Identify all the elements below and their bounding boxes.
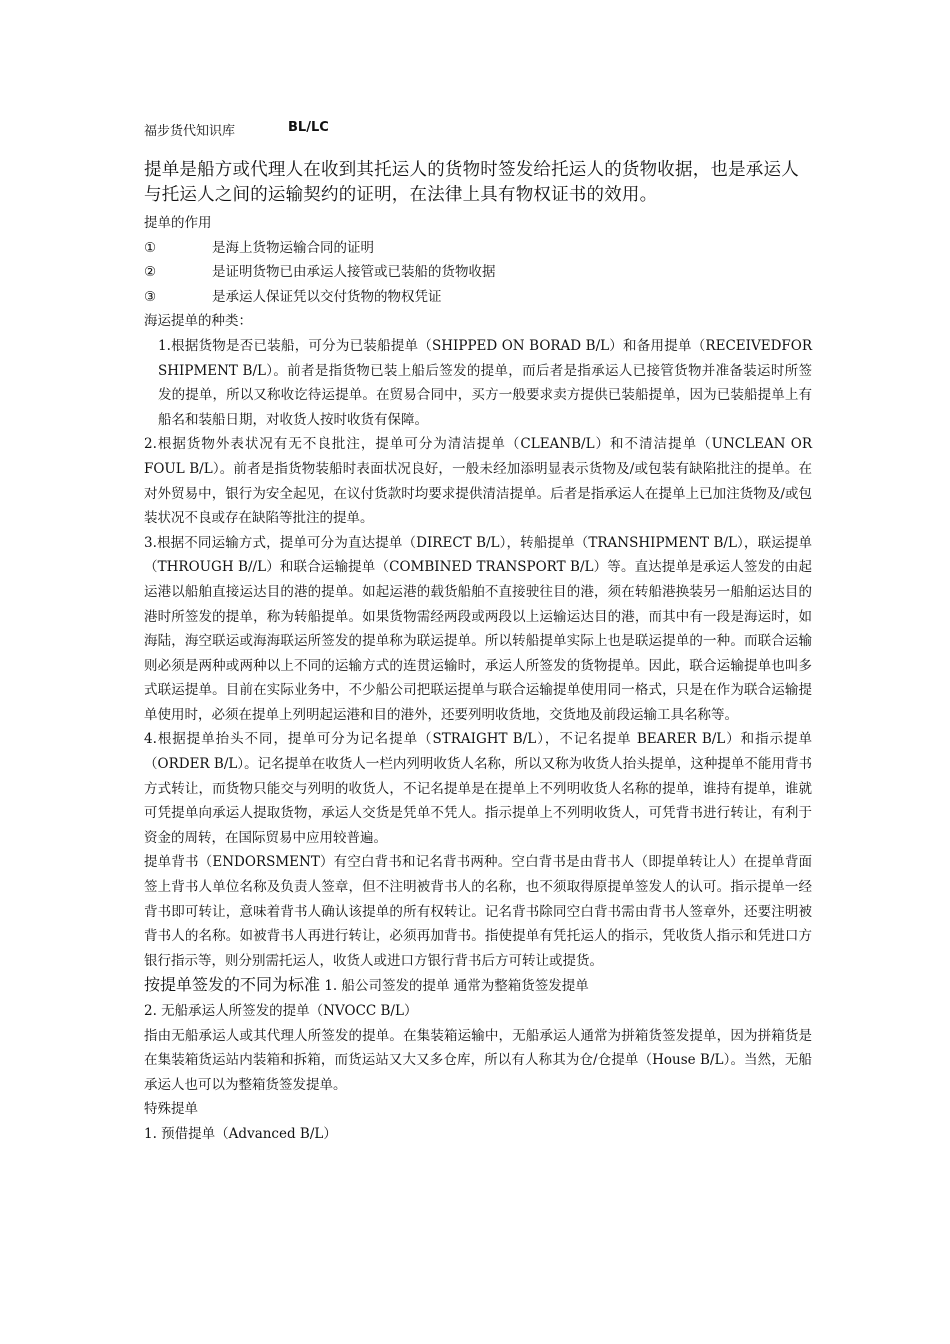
- page-header: [144, 120, 329, 139]
- function-item-2: [144, 260, 812, 285]
- function-text: 是承运人保证凭以交付货物的物权凭证: [212, 288, 442, 305]
- issuance-item-2: 2. 无船承运人所签发的提单（NVOCC B/L）: [144, 1003, 418, 1019]
- library-name: 福步货代知识库: [144, 124, 236, 139]
- issuance-heading-row: [144, 973, 812, 999]
- functions-title: 提单的作用: [144, 215, 212, 231]
- function-text: 是海上货物运输合同的证明: [212, 239, 374, 256]
- function-marker: ②: [144, 264, 157, 281]
- function-item-3: [144, 285, 812, 310]
- types-paragraph-1: 1.根据货物是否已装船，可分为已装船提单（SHIPPED ON BORAD B/L）和备用提单（RECEIVEDFOR SHIPMENT B/L）。前者是指货物已装上船后签发的提单，而后者是指承运人已接管货物并准备装运时所签发的提单，所以又称收讫待运提单。在贸易合同中，买方一般要求卖方提供已装船提单，因为已装船提单上有船名和装船日期，对收货人按时收货有保障。: [158, 337, 812, 428]
- function-marker: ③: [144, 288, 157, 305]
- special-item-1: 1. 预借提单（Advanced B/L）: [144, 1125, 337, 1142]
- special-title: 特殊提单: [144, 1101, 198, 1118]
- types-paragraph-2: 2.根据货物外表状况有无不良批注，提单可分为清洁提单（CLEANB/L）和不清洁提单（UNCLEAN OR FOUL B/L）。前者是指货物装船时表面状况良好，一般未经加添明显表示货物及/或包装有缺陷批注的提单。在对外贸易中，银行为安全起见，在议付货款时均要求提供清洁提单。后者是指承运人在提单上已加注货物及/或包装状况不良或存在缺陷等批注的提单。: [144, 436, 812, 527]
- function-text: 是证明货物已由承运人接管或已装船的货物收据: [212, 264, 496, 281]
- types-paragraph-5: 提单背书（ENDORSMENT）有空白背书和记名背书两种。空白背书是由背书人（即提单转让人）在提单背面签上背书人单位名称及负责人签章，但不注明被背书人的名称，也不须取得原提单签发人的认可。指示提单一经背书即可转让，意味着背书人确认该提单的所有权转让。记名背书除同空白背书需由背书人签章外，还要注明被背书人的名称。如被背书人再进行转让，必须再加背书。指使提单有凭托运人的指示，凭收货人指示和凭进口方银行指示等，则分别需托运人，收货人或进口方银行背书后方可转让或提货。: [144, 854, 812, 969]
- function-item-1: [144, 236, 812, 261]
- issuance-paragraph: 指由无船承运人或其代理人所签发的提单。在集装箱运输中，无船承运人通常为拼箱货签发提单，因为拼箱货是在集装箱货运站内装箱和拆箱，而货运站又大又多仓库，所以有人称其为仓/仓提单（House B/L）。当然，无船承运人也可以为整箱货签发提单。: [144, 1027, 812, 1093]
- issuance-title: 按提单签发的不同为标准: [144, 975, 321, 995]
- types-paragraph-3: 3.根据不同运输方式，提单可分为直达提单（DIRECT B/L），转船提单（TRANSHIPMENT B/L），联运提单（THROUGH B//L）和联合运输提单（COMBINED TRANSPORT B/L）等。直达提单是承运人签发的由起运港以船舶直接运达目的港的提单。如起运港的载货船舶不直接驶往目的港，须在转船港换装另一船舶运达目的港时所签发的提单，称为转船提单。如果货物需经两段或两段以上运输运达目的港，而其中有一段是海运时，如海陆，海空联运或海海联运所签发的提单称为联运提单。所以转船提单实际上也是联运提单的一种。而联合运输则必须是两种或两种以上不同的运输方式的连贯运输时，承运人所签发的货物提单。因此，联合运输提单也叫多式联运提单。目前在实际业务中，不少船公司把联运提单与联合运输提单使用同一格式，只是在作为联合运输提单使用时，必须在提单上列明起运港和目的港外，还要列明收货地，交货地及前段运输工具名称等。: [144, 534, 812, 723]
- types-title: 海运提单的种类：: [144, 313, 252, 330]
- types-paragraph-4: 4.根据提单抬头不同，提单可分为记名提单（STRAIGHT B/L），不记名提单 BEARER B/L）和指示提单（ORDER B/L）。记名提单在收货人一栏内列明收货人名称，所以又称为收货人抬头提单，这种提单不能用背书方式转让，而货物只能交与列明的收货人，不记名提单是在提单上不列明收货人名称的提单，谁持有提单，谁就可凭提单向承运人提取货物，承运人交货是凭单不凭人。指示提单上不列明收货人，可凭背书进行转让，有利于资金的周转，在国际贸易中应用较普遍。: [144, 731, 812, 846]
- function-marker: ①: [144, 239, 157, 256]
- document-body: [144, 211, 812, 1147]
- issuance-item-1: 1. 船公司签发的提单 通常为整箱货签发提单: [324, 978, 589, 995]
- lead-paragraph: 提单是船方或代理人在收到其托运人的货物时签发给托运人的货物收据，也是承运人与托运人之间的运输契约的证明，在法律上具有物权证书的效用。: [144, 160, 799, 205]
- subject-label: BL/LC: [288, 120, 329, 135]
